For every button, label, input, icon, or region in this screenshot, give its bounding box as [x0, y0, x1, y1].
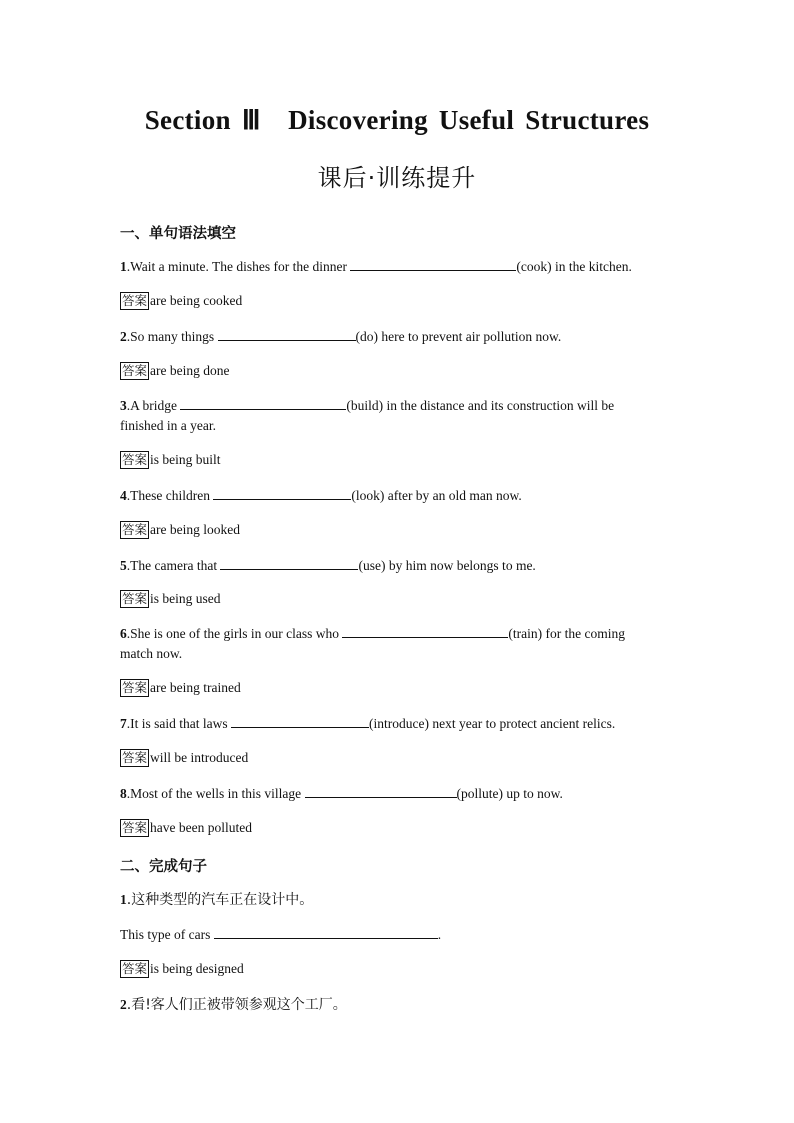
answer-badge: 答案 [122, 961, 148, 976]
answer-text: are being trained [150, 680, 241, 695]
answer-badge: 答案 [122, 452, 148, 467]
answer-5 [120, 590, 221, 608]
page-title: Section Ⅲ Discovering Useful Structures [144, 105, 650, 135]
page-subtitle: 课后·训练提升 [317, 164, 477, 192]
chinese-prompt: .看!客人们正被带领参观这个工厂。 [126, 997, 347, 1013]
question-hint: (build) in the distance and its construction will be finished in a year. [120, 398, 615, 433]
answer-badge: 答案 [122, 591, 148, 606]
question-number: 2 [120, 997, 127, 1012]
answer-blank[interactable] [213, 486, 351, 500]
answer-8 [120, 819, 252, 837]
answer-blank[interactable] [218, 327, 356, 341]
question-text: .It is said that laws [126, 716, 231, 731]
question-4 [120, 486, 660, 506]
sentence-1-english [120, 925, 660, 945]
question-7 [120, 714, 660, 734]
question-number: 7 [120, 716, 127, 731]
question-3 [120, 396, 660, 436]
answer-s1 [120, 960, 244, 978]
answer-blank[interactable] [231, 714, 369, 728]
answer-text: are being looked [150, 522, 240, 537]
question-number: 6 [120, 626, 127, 641]
answer-1 [120, 292, 242, 310]
question-text: .So many things [126, 329, 218, 344]
answer-text: are being done [150, 363, 230, 378]
question-hint: (cook) in the kitchen. [516, 259, 632, 274]
answer-blank[interactable] [220, 556, 358, 570]
question-hint: (look) after by an old man now. [351, 488, 522, 503]
answer-3 [120, 451, 221, 469]
answer-2 [120, 362, 229, 380]
chinese-prompt: .这种类型的汽车正在设计中。 [126, 892, 314, 908]
answer-badge: 答案 [122, 680, 148, 695]
question-number: 1 [120, 259, 127, 274]
answer-7 [120, 749, 248, 767]
question-hint: (do) here to prevent air pollution now. [355, 329, 562, 344]
answer-text: are being cooked [150, 293, 243, 308]
section-heading-sentences: 二、完成句子 [120, 859, 207, 875]
answer-text: will be introduced [150, 750, 249, 765]
question-1 [120, 257, 660, 277]
answer-blank[interactable] [350, 257, 516, 271]
sentence-2 [120, 995, 660, 1015]
answer-blank[interactable] [342, 624, 508, 638]
question-number: 1 [120, 892, 127, 907]
question-text: This type of cars [120, 927, 214, 942]
question-5 [120, 556, 660, 576]
answer-blank[interactable] [305, 784, 457, 798]
question-8 [120, 784, 660, 804]
answer-badge: 答案 [122, 522, 148, 537]
section-heading-grammar: 一、单句语法填空 [120, 226, 236, 242]
question-number: 8 [120, 786, 127, 801]
question-2 [120, 327, 660, 347]
question-number: 5 [120, 558, 127, 573]
answer-badge: 答案 [122, 820, 148, 835]
question-hint: (train) for the coming match now. [120, 626, 625, 661]
answer-text: is being built [150, 452, 221, 467]
answer-4 [120, 521, 240, 539]
question-text: .Most of the wells in this village [126, 786, 305, 801]
question-6 [120, 624, 660, 664]
question-text: .A bridge [126, 398, 181, 413]
answer-text: is being designed [150, 961, 244, 976]
question-number: 3 [120, 398, 127, 413]
answer-blank[interactable] [214, 925, 438, 939]
answer-badge: 答案 [122, 293, 148, 308]
question-number: 4 [120, 488, 127, 503]
answer-text: have been polluted [150, 820, 252, 835]
question-text: .The camera that [126, 558, 221, 573]
sentence-1 [120, 890, 660, 910]
question-hint: (pollute) up to now. [456, 786, 563, 801]
question-end: . [437, 927, 442, 942]
answer-6 [120, 679, 241, 697]
answer-badge: 答案 [122, 363, 148, 378]
question-hint: (introduce) next year to protect ancient relics. [369, 716, 616, 731]
answer-badge: 答案 [122, 750, 148, 765]
question-number: 2 [120, 329, 127, 344]
answer-text: is being used [150, 591, 221, 606]
question-text: .These children [126, 488, 214, 503]
question-text: .Wait a minute. The dishes for the dinner [126, 259, 351, 274]
question-text: .She is one of the girls in our class who [126, 626, 343, 641]
question-hint: (use) by him now belongs to me. [358, 558, 536, 573]
answer-blank[interactable] [180, 396, 346, 410]
